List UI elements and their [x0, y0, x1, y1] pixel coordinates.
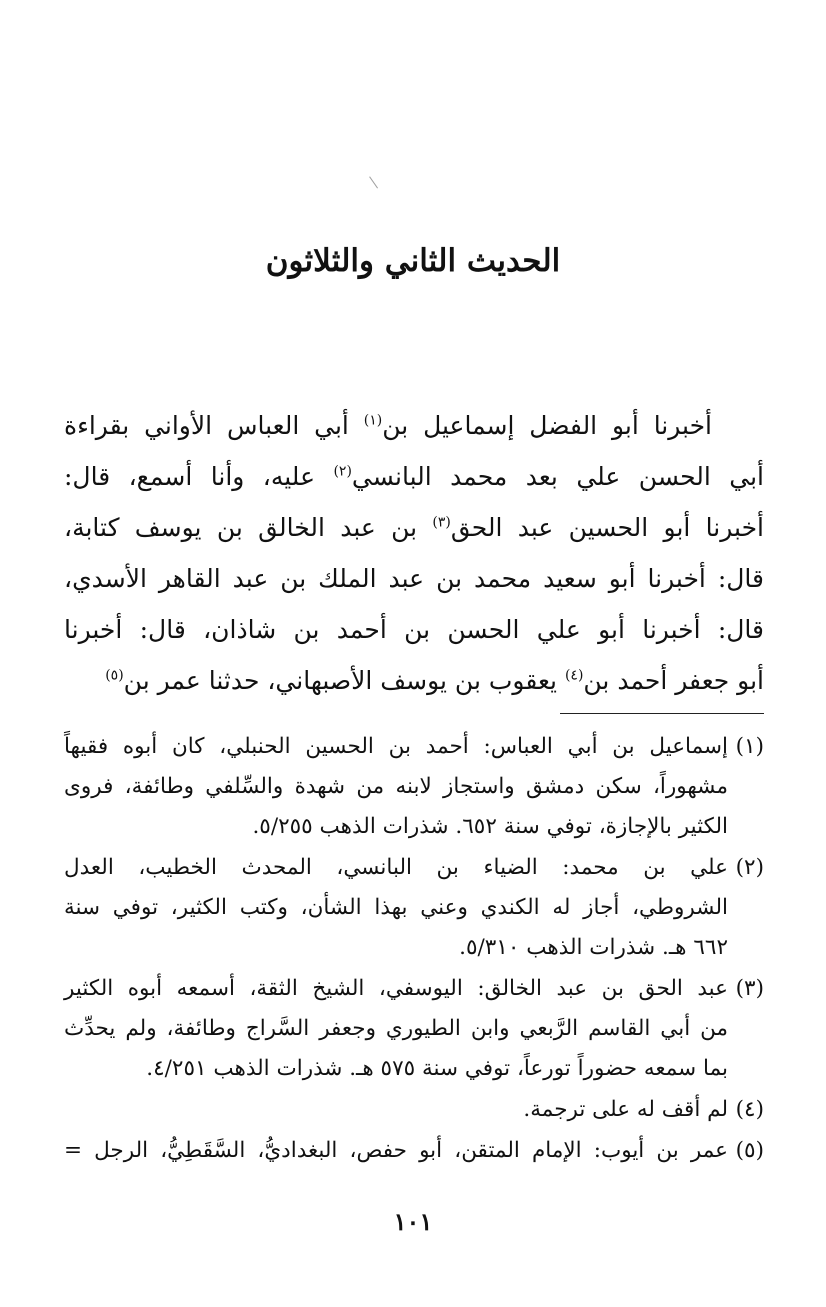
footnote-4	[64, 1090, 764, 1130]
footnote-number: (٤)	[735, 1097, 764, 1122]
footnote-number: (٥)	[735, 1138, 764, 1163]
main-text-line: قال: أخبرنا أبو علي الحسن بن أحمد بن شاذان، قال: أخبرنا	[64, 615, 764, 644]
footnote-line: الشروطي، أجاز له الكندي وعني بهذا الشأن، وكتب الكثير، توفي سنة	[64, 895, 728, 920]
footnote-line: مشهوراً، سكن دمشق واستجاز لابنه من شهدة والسِّلفي وطائفة، فروى	[64, 774, 728, 799]
page-number: ١٠١	[393, 1207, 433, 1236]
main-text-line: أخبرنا أبو الفضل إسماعيل بن$^{(١)}$ أبي العباس الأواني بقراءة	[64, 411, 713, 440]
footnote-ref[interactable]: (٢)	[333, 463, 352, 480]
main-text-line: قال: أخبرنا أبو سعيد محمد بن عبد الملك بن عبد القاهر الأسدي،	[64, 564, 764, 593]
hadith-title: الحديث الثاني والثلاثون	[265, 242, 561, 279]
footnote-separator	[560, 713, 764, 714]
footnote-ref[interactable]: (١)	[363, 412, 383, 429]
main-text-line: أبي الحسن علي بعد محمد البانسي$^{(٢)}$ عليه، وأنا أسمع، قال:	[64, 462, 765, 491]
main-text	[64, 400, 764, 706]
footnotes	[64, 727, 764, 1172]
main-text-line: أبو جعفر أحمد بن$^{(٤)}$ يعقوب بن يوسف الأصبهاني، حدثنا عمر بن$^{(٥)}$	[105, 666, 764, 695]
footnote-line: ٦٦٢ هـ. شذرات الذهب ٥/٣١٠.	[459, 935, 728, 960]
paper-speck	[369, 170, 388, 189]
footnote-1	[64, 727, 764, 847]
footnote-2	[64, 848, 764, 968]
footnote-line: (٢)علي بن محمد: الضياء بن البانسي، المحدث الخطيب، العدل	[64, 848, 764, 888]
footnote-line: بما سمعه حضوراً تورعاً، توفي سنة ٥٧٥ هـ. شذرات الذهب ٤/٢٥١.	[146, 1056, 728, 1081]
footnote-3	[64, 969, 764, 1089]
footnote-5	[64, 1131, 764, 1171]
footnote-number: (١)	[735, 734, 764, 759]
main-text-line: أخبرنا أبو الحسين عبد الحق$^{(٣)}$ بن عبد الخالق بن يوسف كتابة،	[64, 513, 764, 542]
footnote-line: من أبي القاسم الرَّبعي وابن الطيوري وجعفر السَّراج وطائفة، ولم يحدِّث	[64, 1016, 728, 1041]
footnote-ref[interactable]: (٥)	[105, 667, 124, 684]
footnote-number: (٣)	[735, 976, 764, 1001]
footnote-number: (٢)	[735, 855, 764, 880]
footnote-line: (٥)عمر بن أيوب: الإمام المتقن، أبو حفص، البغداديُّ، السَّقَطِيُّ، الرجل =	[64, 1131, 764, 1171]
footnote-line: (٣)عبد الحق بن عبد الخالق: اليوسفي، الشيخ الثقة، أسمعه أبوه الكثير	[64, 969, 764, 1009]
footnote-line: (١)إسماعيل بن أبي العباس: أحمد بن الحسين الحنبلي، كان أبوه فقيهاً	[64, 727, 764, 767]
footnote-line: (٤)لم أقف له على ترجمة.	[64, 1090, 764, 1130]
footnote-ref[interactable]: (٤)	[564, 667, 584, 684]
footnote-line: الكثير بالإجازة، توفي سنة ٦٥٢. شذرات الذهب ٥/٢٥٥.	[252, 814, 728, 839]
footnote-ref[interactable]: (٣)	[432, 514, 451, 531]
